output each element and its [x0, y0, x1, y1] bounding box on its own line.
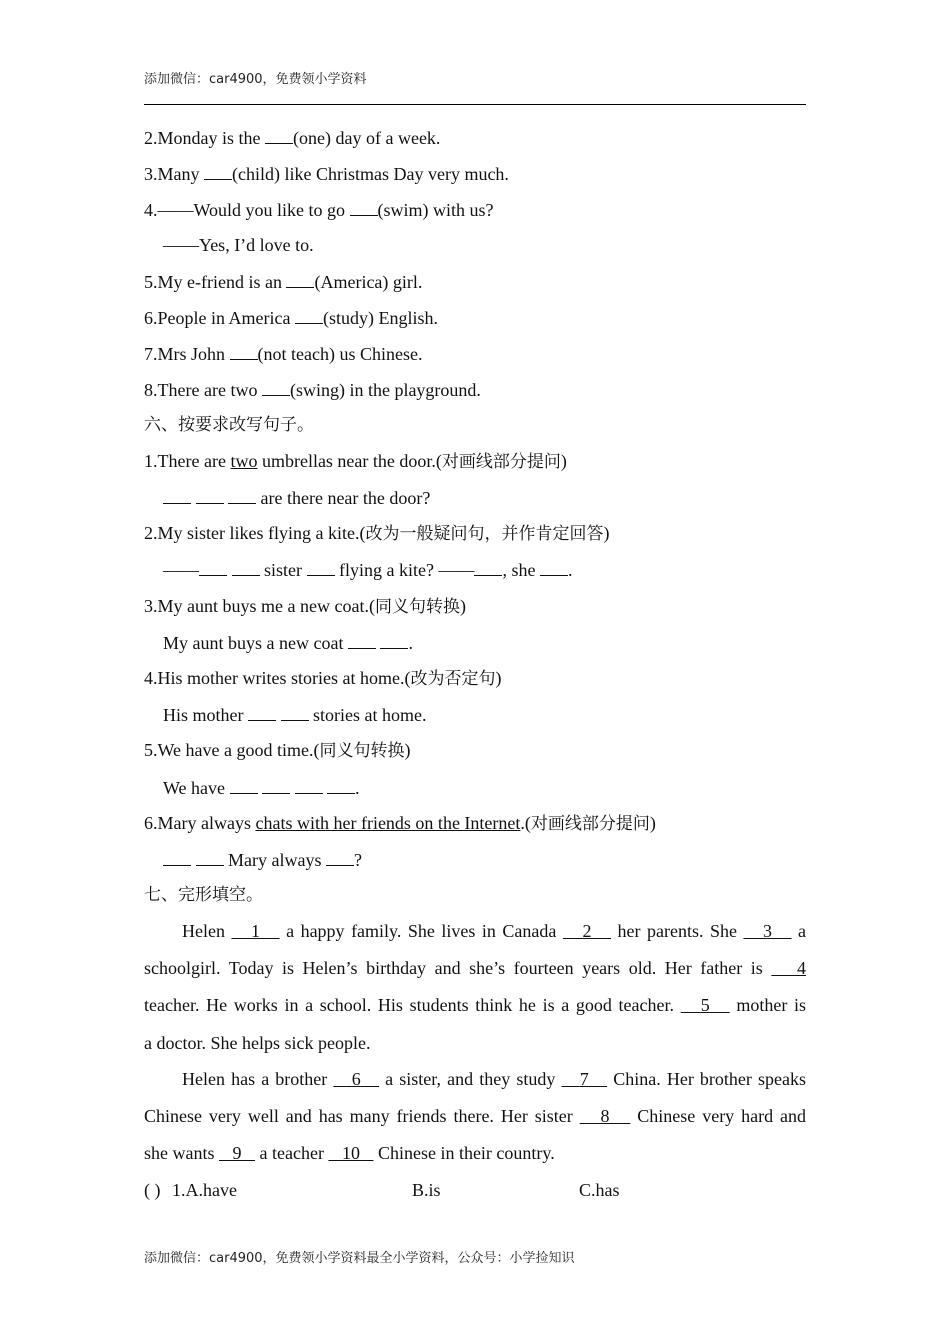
answer-blank[interactable]	[286, 269, 314, 288]
rewrite-q5: 5.We have a good time.(同义句转换)	[144, 740, 411, 761]
page-header: 添加微信：car4900，免费领小学资料	[144, 72, 367, 87]
answer-blank[interactable]	[228, 485, 256, 504]
cloze-blank[interactable]: 3	[763, 921, 772, 941]
rewrite-q4-answer: His mother stories at home.	[163, 702, 426, 727]
rewrite-q2: 2.My sister likes flying a kite.(改为一般疑问句，并作肯定回答)	[144, 523, 610, 544]
cloze-blank[interactable]: 2	[582, 921, 592, 941]
cloze-blank[interactable]: 4	[797, 958, 806, 978]
cloze-blank[interactable]: 8	[600, 1106, 610, 1126]
exercise-5-q6: 6.People in America (study) English.	[144, 305, 438, 330]
rewrite-q4: 4.His mother writes stories at home.(改为否定句)	[144, 668, 502, 689]
answer-blank[interactable]	[265, 125, 293, 144]
rewrite-q2-answer: —— sister flying a kite? —— , she .	[163, 557, 572, 582]
exercise-5-q2: 2.Monday is the (one) day of a week.	[144, 125, 440, 150]
option-a[interactable]: 1.A.have	[172, 1180, 237, 1200]
rewrite-q1: 1.There are two umbrellas near the door.(对画线部分提问)	[144, 451, 567, 472]
option-c[interactable]: C.has	[579, 1180, 620, 1200]
answer-blank[interactable]	[262, 377, 290, 396]
answer-blank[interactable]	[295, 305, 323, 324]
cloze-blank[interactable]: 9	[232, 1143, 242, 1163]
section-6-title: 六、按要求改写句子。	[144, 415, 314, 435]
answer-blank[interactable]	[295, 775, 323, 794]
answer-blank[interactable]	[540, 557, 568, 576]
cloze-blank[interactable]: 10	[341, 1143, 360, 1163]
answer-blank[interactable]	[230, 775, 258, 794]
cloze-passage-line: teacher. He works in a school. His students think he is a good teacher. 5 mother is	[144, 995, 807, 1015]
rewrite-q3-answer: My aunt buys a new coat .	[163, 630, 413, 655]
exercise-5-q4-reply: ——Yes, I’d love to.	[163, 235, 314, 255]
cloze-passage-line: a doctor. She helps sick people.	[144, 1033, 371, 1053]
exercise-5-q8: 8.There are two (swing) in the playground.	[144, 377, 481, 402]
answer-blank[interactable]	[262, 775, 290, 794]
exercise-5-q4: 4.——Would you like to go (swim) with us?	[144, 197, 494, 222]
rewrite-q6-answer: Mary always ?	[163, 847, 362, 872]
cloze-passage-line: she wants 9 a teacher 10 Chinese in their country.	[144, 1143, 555, 1163]
exercise-5-q3: 3.Many (child) like Christmas Day very much.	[144, 161, 509, 186]
header-divider	[144, 104, 806, 105]
answer-blank[interactable]	[230, 341, 258, 360]
answer-blank[interactable]	[327, 775, 355, 794]
answer-blank[interactable]	[281, 702, 309, 721]
cloze-blank[interactable]: 1	[251, 921, 261, 941]
cloze-blank[interactable]: 6	[351, 1069, 361, 1089]
exercise-5-q7: 7.Mrs John (not teach) us Chinese.	[144, 341, 422, 366]
cloze-passage-line: Chinese very well and has many friends there. Her sister 8 Chinese very hard and	[144, 1106, 807, 1126]
answer-blank[interactable]	[348, 630, 376, 649]
answer-blank[interactable]	[163, 485, 191, 504]
rewrite-q1-answer: are there near the door?	[163, 485, 430, 510]
option-b[interactable]: B.is	[412, 1180, 441, 1200]
answer-blank[interactable]	[474, 557, 502, 576]
answer-blank[interactable]	[307, 557, 335, 576]
answer-blank[interactable]	[204, 161, 232, 180]
cloze-blank[interactable]: 7	[579, 1069, 589, 1089]
answer-blank[interactable]	[196, 847, 224, 866]
rewrite-q6: 6.Mary always chats with her friends on the Internet.(对画线部分提问)	[144, 813, 656, 834]
rewrite-q5-answer: We have .	[163, 775, 360, 800]
answer-blank[interactable]	[199, 557, 227, 576]
cloze-passage-line: Helen has a brother 6 a sister, and they study 7 China. Her brother speaks	[182, 1069, 806, 1089]
exercise-5-q5: 5.My e-friend is an (America) girl.	[144, 269, 422, 294]
cloze-blank[interactable]: 5	[700, 995, 710, 1015]
section-7-title: 七、完形填空。	[144, 885, 263, 905]
rewrite-q3: 3.My aunt buys me a new coat.(同义句转换)	[144, 596, 466, 617]
answer-blank[interactable]	[163, 847, 191, 866]
answer-blank[interactable]	[248, 702, 276, 721]
cloze-passage-line: schoolgirl. Today is Helen’s birthday and she’s fourteen years old. Her father is 4	[144, 958, 806, 978]
answer-blank[interactable]	[232, 557, 260, 576]
answer-blank[interactable]	[350, 197, 378, 216]
answer-paren[interactable]: ( )	[144, 1180, 161, 1200]
answer-blank[interactable]	[326, 847, 354, 866]
cloze-passage-line: Helen 1 a happy family. She lives in Canada 2 her parents. She 3 a	[182, 921, 807, 941]
answer-blank[interactable]	[196, 485, 224, 504]
answer-blank[interactable]	[380, 630, 408, 649]
page-footer: 添加微信：car4900，免费领小学资料最全小学资料，公众号：小学捡知识	[144, 1251, 575, 1266]
